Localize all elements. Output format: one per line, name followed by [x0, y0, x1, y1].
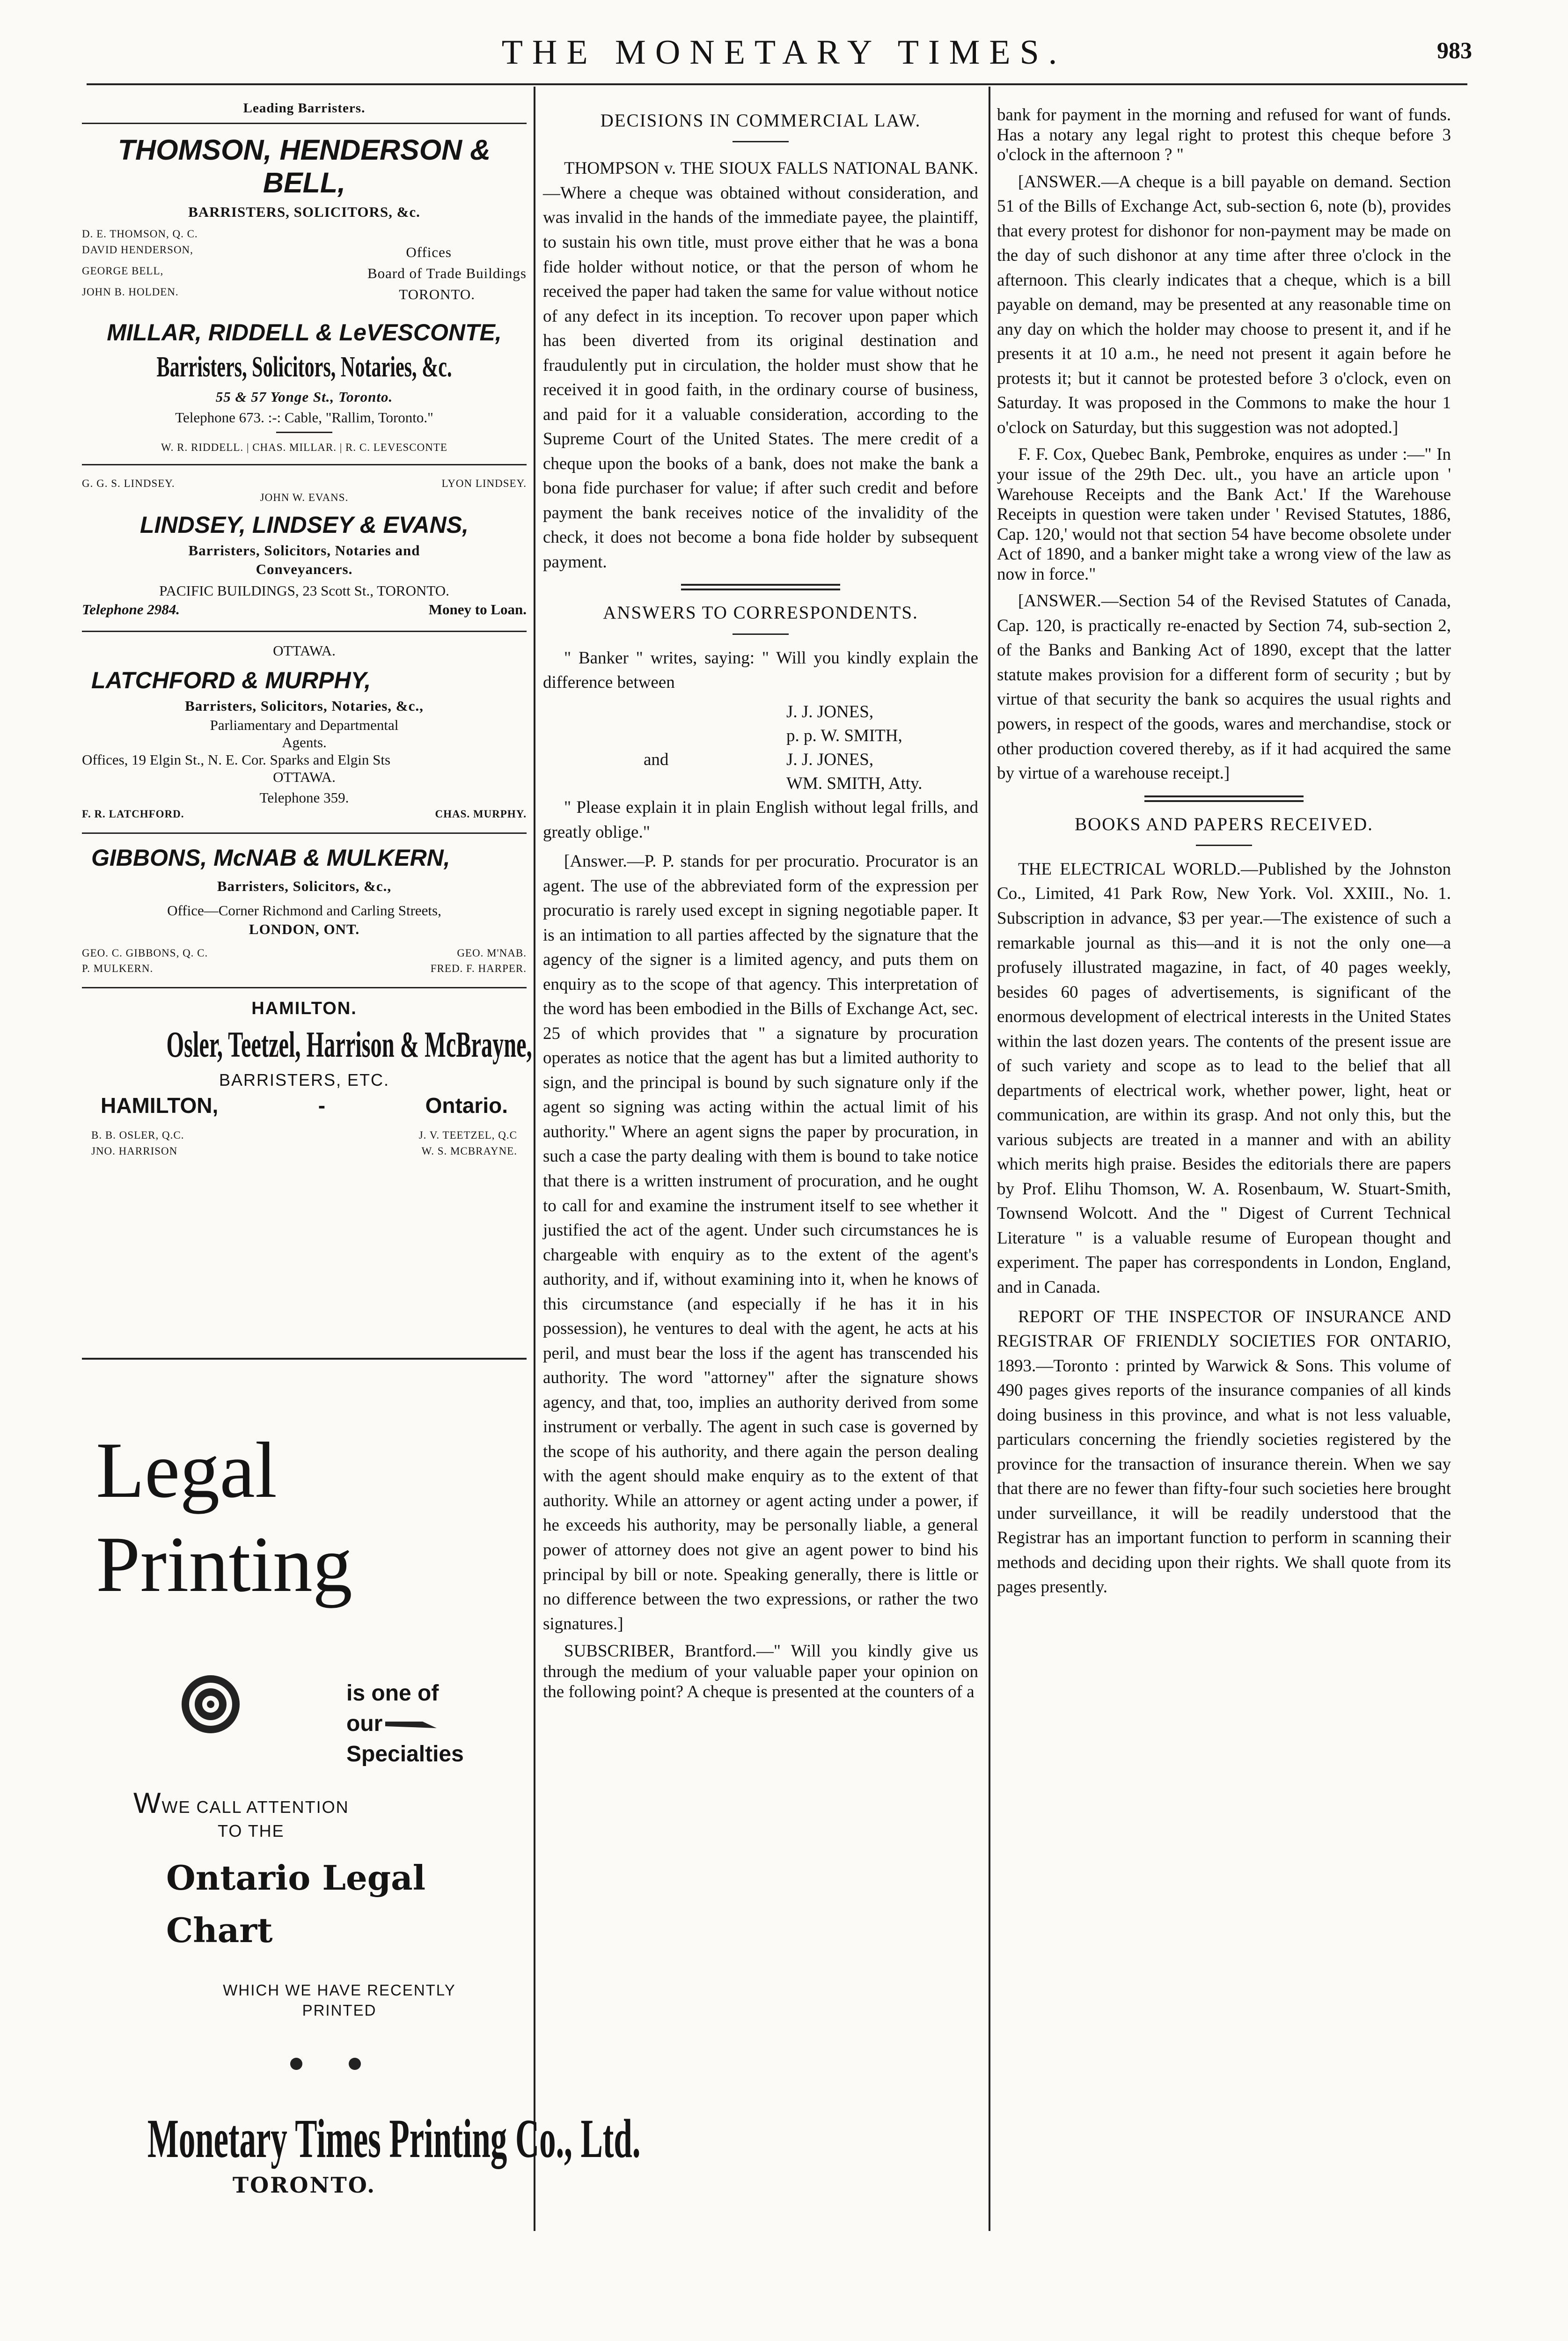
firm-name: Osler, Teetzel, Harrison & McBrayne,: [166, 1023, 532, 1065]
partner-name: G. G. S. LINDSEY.: [82, 478, 175, 490]
partner-name: F. R. LATCHFORD.: [82, 808, 184, 820]
partner-name: FRED. F. HARPER.: [430, 963, 527, 975]
signature-line: WM. SMITH, Atty.: [786, 773, 923, 793]
call-attention: [133, 1786, 349, 1841]
partner-names: W. R. RIDDELL. | CHAS. MILLAR. | R. C. LEVESCONTE: [161, 442, 447, 454]
ads-heading: Leading Barristers.: [243, 101, 366, 116]
bullet-dot: [349, 2058, 361, 2070]
partner-name: B. B. OSLER, Q.C.: [91, 1129, 184, 1141]
partner-name: LYON LINDSEY.: [441, 478, 527, 490]
office-city: TORONTO.: [399, 286, 475, 302]
question-paragraph: " Please explain it in plain English without legal frills, and greatly oblige.": [543, 798, 978, 842]
divider: [82, 832, 527, 834]
chart-title-line: Ontario Legal: [166, 1858, 426, 1898]
short-rule: [1196, 845, 1252, 846]
partner-name: GEORGE BELL,: [82, 265, 164, 277]
office-address: Board of Trade Buildings: [367, 265, 527, 281]
firm-subtitle: Barristers, Solicitors, Notaries, &c.,: [185, 697, 424, 714]
firm-detail: Parliamentary and Departmental: [210, 716, 399, 733]
drop-cap: W: [133, 1787, 162, 1819]
column-rule-right: [989, 87, 990, 2231]
ad-lindsey: [82, 476, 527, 620]
firm-detail: Agents.: [282, 734, 327, 751]
firm-city: OTTAWA.: [273, 642, 336, 659]
page-header-title: THE MONETARY TIMES.: [501, 33, 1067, 72]
firm-name: LATCHFORD & MURPHY,: [91, 667, 371, 693]
partner-name: GEO. M'NAB.: [457, 947, 527, 959]
recently-printed: [82, 1980, 527, 2021]
ads-bottom-rule: [82, 1358, 527, 1360]
bullet-dot: [290, 2058, 302, 2070]
firm-subtitle: Conveyancers.: [256, 560, 353, 577]
firm-city: LONDON, ONT.: [249, 920, 360, 937]
question-paragraph: SUBSCRIBER, Brantford.—" Will you kindly give us through the medium of your valuable paper your opinion on the following point? A cheque is presented at the counters of a: [543, 1642, 978, 1702]
partner-name: P. MULKERN.: [82, 963, 154, 975]
firm-address: Office—Corner Richmond and Carling Streets,: [167, 902, 441, 919]
partner-name: GEO. C. GIBBONS, Q. C.: [82, 947, 208, 959]
firm-address: PACIFIC BUILDINGS, 23 Scott St., TORONTO.: [159, 582, 449, 599]
short-rule: [733, 141, 789, 142]
partner-name: JOHN W. EVANS.: [260, 491, 349, 503]
barristers-ads: [82, 101, 532, 1159]
question-paragraph: F. F. Cox, Quebec Bank, Pembroke, enquires as under :—" In your issue of the 29th Dec. ult., you have an article upon ' Warehouse Receipts and the Bank Act.' If the Warehouse Receipts in question were taken under ' Revised Statutes, 1886, Cap. 120,' would not that section 54 have become obsolete under Act of 1890, and a banker might take a wrong view of the law as now in force.": [997, 445, 1451, 584]
printing-line1: Legal: [96, 1426, 277, 1514]
signature-line: J. J. JONES,: [786, 702, 874, 721]
partner-name: W. S. MCBRAYNE.: [421, 1145, 517, 1157]
recently-printed-line: PRINTED: [302, 2001, 377, 2019]
specialties-block: [346, 1678, 464, 1769]
specialties-line: our: [346, 1711, 383, 1736]
section-heading: ANSWERS TO CORRESPONDENTS.: [603, 603, 918, 623]
firm-telephone: Telephone 673. :-: Cable, "Rallim, Toronto.": [175, 409, 433, 426]
section-heading: DECISIONS IN COMMERCIAL LAW.: [600, 110, 921, 131]
ad-millar: [82, 319, 527, 454]
separator: -: [318, 1093, 326, 1118]
column-rule-left-bottom: [534, 1358, 535, 2231]
divider: [82, 631, 527, 632]
firm-subtitle: Barristers, Solicitors, Notaries, &c.: [156, 351, 452, 383]
answer-paragraph: [ANSWER.—Section 54 of the Revised Statutes of Canada, Cap. 120, is practically re-enacted by Section 74, sub-section 2, of the Banks and Banking Act of 1890, except that the latter statute makes provision for a different form of security ; but by virtue of that security the bank so acquires the usual rights and powers, in respect of the goods, wares and merchandise, stock or other production covered thereby, as if it had acquired the same by virtue of a warehouse receipt.]: [997, 591, 1451, 783]
partner-name: CHAS. MURPHY.: [435, 808, 527, 820]
partner-name: D. E. THOMSON, Q. C.: [82, 228, 198, 240]
answer-paragraph: [Answer.—P. P. stands for per procuratio. Procurator is an agent. The use of the abbreviated form of the expression per procuratio is rarely used except in signing negotiable paper. It is an intimation to all parties affected by the signature that the agency of the signer is a limited agency, and puts them on enquiry as to the scope of that agency. This interpretation of the word has been embodied in the Bills of Exchange Act, sec. 25 of which provides that " a signature by procuration operates as notice that the agent has but a limited authority to sign, and the principal is bound by such signature only if the agent so signing was acting within the actual limit of his authority." Where an agent signs the paper by procuration, in such a case the party dealing with them is bound to take notice that there is a written instrument of procuration, and he ought to call for and examine the instrument itself to see whether it justified the act of the agent. Under such circumstances he is chargeable with enquiry as to the extent of the agent's authority, and if, without examining into it, when he knows of this circumstance (and especially if he has it in his possession), he ventures to deal with the agent, he acts at his peril, and must bear the loss if the agent has transcended his authority. The word "attorney" after the signature shows agency, and that, too, implies an authority derived from some instrument or verbally. The agent in such case is governed by the scope of his authority, and there again the person dealing with the agent should make enquiry as to the extent of that authority. While an attorney or agent acting under a power, if he exceeds his authority, may be personally liable, a general power of attorney does not give an agent power to bind his principal by bill or note. Speaking generally, there is little or no difference between the two expressions, or rather the two signatures.]: [543, 852, 978, 1634]
ad-gibbons: [82, 844, 527, 977]
question-paragraph: " Banker " writes, saying: " Will you kindly explain the difference between: [543, 648, 978, 692]
pointing-arrow-icon: [385, 1709, 437, 1739]
article-paragraph: THOMPSON v. THE SIOUX FALLS NATIONAL BANK.—Where a cheque was obtained without consideration, and was invalid in the hands of the immediate payee, the plaintiff, to sustain his own title, must prove either that he was a bona fide holder without notice, or that the person of whom he received the paper had taken the same for value without notice of any defect in its inception. To recover upon paper which has been diverted from its original destination and fraudulently put in circulation, the holder must show that he received it in good faith, in the ordinary course of business, and paid for it a valuable consideration, according to the Supreme Court of the United States. The mere credit of a cheque upon the books of a bank, does not make the bank a bona fide purchaser for value; if after such credit and before payment the bank receives notice of the invalidity of the check, it does not become a bona fide holder by subsequent payment.: [543, 159, 978, 572]
chart-title-line: Chart: [166, 1910, 273, 1950]
specialties-line: is one of: [346, 1681, 439, 1706]
short-rule: [276, 432, 332, 433]
partner-name: JOHN B. HOLDEN.: [82, 286, 179, 298]
printing-city: TORONTO.: [232, 2172, 376, 2198]
right-column: [997, 105, 1451, 1605]
firm-name: GIBBONS, McNAB & MULKERN,: [91, 844, 450, 871]
firm-telephone: Telephone 2984.: [82, 601, 180, 618]
firm-name: LINDSEY, LINDSEY & EVANS,: [139, 511, 469, 538]
divider: [82, 464, 527, 465]
review-paragraph: THE ELECTRICAL WORLD.—Published by the Johnston Co., Limited, 41 Park Row, New York. Vol. XXIII., No. 1. Subscription in advance, $3 per year.—The existence of such a remarkable journal as this—and it is not the only one—a profusely illustrated magazine, in fact, of 40 pages weekly, besides 60 pages of advertisements, is significant of the enormous development of electrical interests in the United States within the last dozen years. The contents of the present issue are of such variety and scope as to lead to the belief that all departments of electrical work, whether power, light, heat or communication, are within its grasp. And not only this, but the various subjects are treated in a manner and with an ability which merits high praise. Besides the editorials there are papers by Prof. Elihu Thomson, W. A. Rosenbaum, W. Stuart-Smith, Townsend Wolcott. And the " Digest of Current Technical Literature " is a valuable resume of European thought and experiment. The paper has correspondents in London, England, and in Canada.: [997, 859, 1451, 1297]
ad-thomson: [82, 133, 527, 305]
firm-city: HAMILTON.: [251, 998, 357, 1018]
answer-paragraph: [ANSWER.—A cheque is a bill payable on demand. Section 51 of the Bills of Exchange Act, sub-section 6, note (b), provides that every protest for dishonor for non-payment may be made on the day of such dishonor at any time after three o'clock in the afternoon. This clearly indicates that a cheque, which is a bill payable on demand, may be presented at any reasonable time on any day on which the holder may choose to present it, and if he presents it at 10 a.m., he need not present it again before he protests it; but it cannot be protested before 3 o'clock, even on Saturday. It was proposed in the Commons to make the hour 1 o'clock on Saturday, but this suggestion was not adopted.]: [997, 172, 1451, 437]
header-rule: [87, 83, 1467, 85]
question-paragraph: bank for payment in the morning and refused for want of funds. Has a notary any legal right to protest this cheque before 3 o'clock in the afternoon ? ": [997, 105, 1451, 165]
divider: [82, 123, 527, 124]
partner-name: JNO. HARRISON: [91, 1145, 178, 1157]
firm-address: Offices, 19 Elgin St., N. E. Cor. Sparks and Elgin Sts: [82, 751, 391, 768]
signature-line: p. p. W. SMITH,: [786, 726, 902, 745]
page-number: 983: [1437, 37, 1472, 63]
firm-telephone: Telephone 359.: [259, 789, 349, 806]
firm-city: OTTAWA.: [273, 769, 336, 786]
firm-subtitle: BARRISTERS, SOLICITORS, &c.: [188, 204, 420, 221]
firm-subtitle: BARRISTERS, ETC.: [219, 1070, 390, 1090]
specialties-line: Specialties: [346, 1741, 464, 1767]
firm-address: 55 & 57 Yonge St., Toronto.: [215, 389, 393, 405]
firm-province: Ontario.: [425, 1093, 508, 1118]
chart-title: [166, 1852, 425, 1956]
double-rule: [1144, 795, 1304, 802]
firm-name: THOMSON, HENDERSON & BELL,: [117, 134, 491, 199]
ad-osler: [82, 998, 532, 1159]
signature-example: [543, 700, 978, 795]
firm-subtitle: Barristers, Solicitors, Notaries and: [188, 542, 420, 559]
printing-line2: Printing: [96, 1520, 352, 1608]
ad-latchford: [82, 642, 527, 822]
firm-name: MILLAR, RIDDELL & LeVESCONTE,: [107, 319, 502, 346]
firm-subtitle: Barristers, Solicitors, &c.,: [217, 877, 392, 894]
printing-ad-heading: [96, 1423, 352, 1611]
call-attention-line: TO THE: [218, 1821, 285, 1841]
office-label: Offices: [406, 243, 452, 260]
recently-printed-line: WHICH WE HAVE RECENTLY: [223, 1981, 456, 1999]
divider: [82, 987, 527, 988]
double-rule: [681, 584, 840, 590]
review-paragraph: REPORT OF THE INSPECTOR OF INSURANCE AND REGISTRAR OF FRIENDLY SOCIETIES FOR ONTARIO, 1893.—Toronto : printed by Warwick & Sons. This volume of 490 pages gives reports of the insurance companies of all kinds doing business in this province, and what is not less valuable, particulars concerning the friendly societies registered by the province for the transaction of insurance therein. When we say that there are no fewer than fifty-four such societies here brought under surveillance, it will be readily understood that the Registrar has an important function to perform in scanning their methods and deciding upon their rights. We shall quote from its pages presently.: [997, 1307, 1451, 1597]
printing-company: Monetary Times Printing Co., Ltd.: [147, 2108, 641, 2169]
signature-conjunction: and: [644, 750, 669, 769]
partner-name: J. V. TEETZEL, Q.C: [418, 1129, 517, 1141]
firm-city: HAMILTON,: [101, 1093, 219, 1118]
column-rule-left-top: [534, 87, 535, 1358]
call-attention-line: WE CALL ATTENTION: [161, 1797, 349, 1817]
short-rule: [733, 633, 789, 635]
ornament-icon: [178, 1671, 243, 1739]
firm-tagline: Money to Loan.: [428, 601, 527, 618]
section-heading: BOOKS AND PAPERS RECEIVED.: [1075, 814, 1373, 834]
signature-line: J. J. JONES,: [786, 750, 874, 769]
partner-name: DAVID HENDERSON,: [82, 243, 193, 256]
middle-column: [543, 103, 978, 1707]
